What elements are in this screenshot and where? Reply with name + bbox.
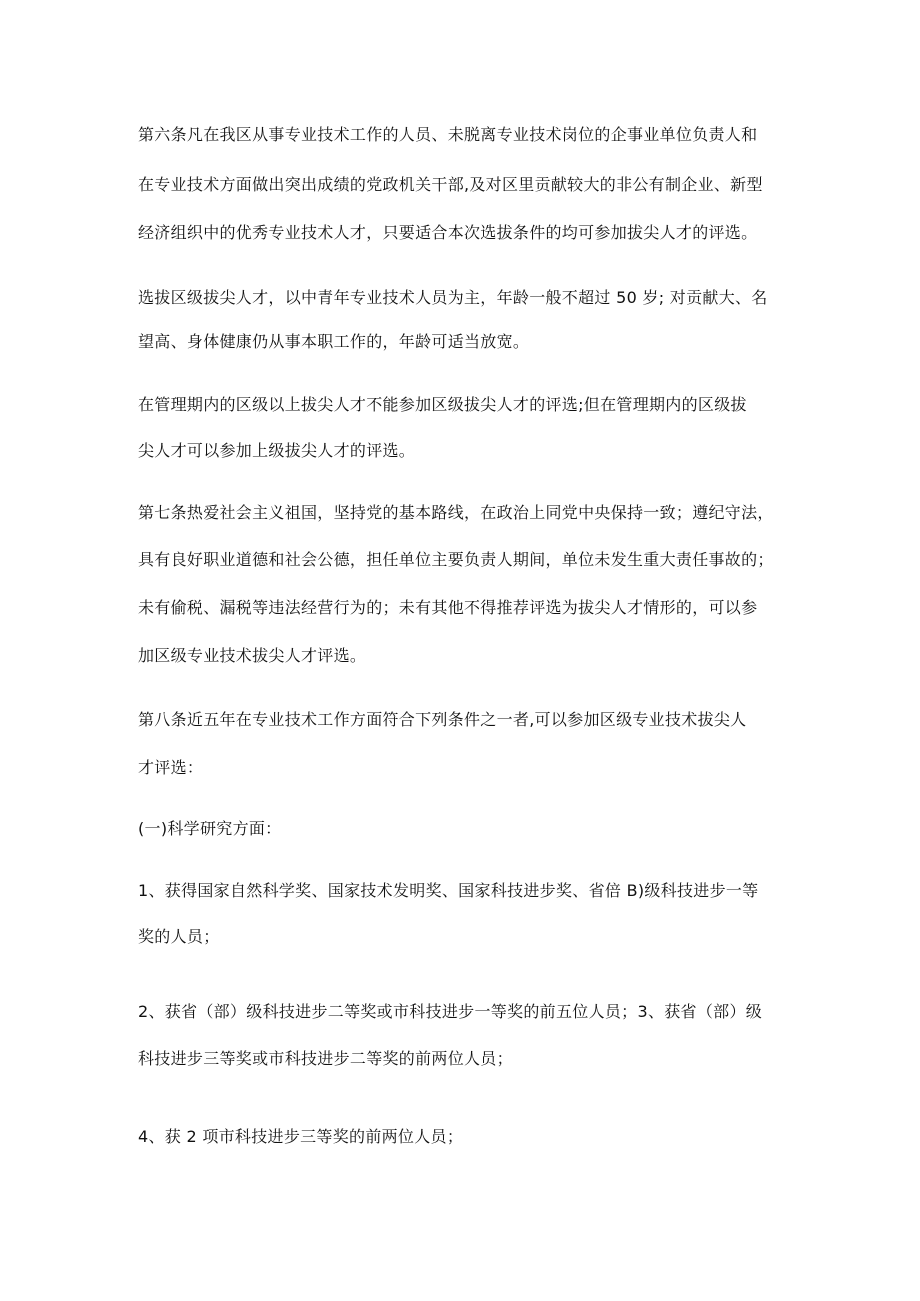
article6-line-3: 经济组织中的优秀专业技术人才，只要适合本次选拔条件的均可参加拔尖人才的评选。: [138, 223, 758, 242]
item1-line-1: 1、获得国家自然科学奖、国家技术发明奖、国家科技进步奖、省倍 B)级科技进步一等: [138, 881, 759, 900]
age-rule-line-2: 望高、身体健康仍从事本职工作的，年龄可适当放宽。: [138, 332, 530, 351]
item1-line-2: 奖的人员；: [138, 927, 220, 946]
item23-line-1: 2、获省（部）级科技进步二等奖或市科技进步一等奖的前五位人员；3、获省（部）级: [138, 1002, 763, 1021]
management-rule-line-2: 尖人才可以参加上级拔尖人才的评选。: [138, 441, 416, 460]
item4-line-1: 4、获 2 项市科技进步三等奖的前两位人员；: [138, 1127, 464, 1146]
article6-line-2: 在专业技术方面做出突出成绩的党政机关干部,及对区里贡献较大的非公有制企业、新型: [138, 175, 763, 194]
section1-heading: (一)科学研究方面：: [138, 819, 282, 838]
article7-line-3: 未有偷税、漏税等违法经营行为的；未有其他不得推荐评选为拔尖人才情形的，可以参: [138, 598, 758, 617]
article7-line-2: 具有良好职业道德和社会公德，担任单位主要负责人期间，单位未发生重大责任事故的；: [138, 550, 774, 569]
age-rule-line-1: 选拔区级拔尖人才，以中青年专业技术人员为主，年龄一般不超过 50 岁; 对贡献大、名: [138, 288, 768, 307]
article6-line-1: 第六条凡在我区从事专业技术工作的人员、未脱离专业技术岗位的企事业单位负责人和: [138, 125, 758, 144]
article8-line-1: 第八条近五年在专业技术工作方面符合下列条件之一者,可以参加区级专业技术拔尖人: [138, 710, 747, 729]
article7-line-4: 加区级专业技术拔尖人才评选。: [138, 646, 367, 665]
article7-line-1: 第七条热爱社会主义祖国，坚持党的基本路线，在政治上同党中央保持一致；遵纪守法，: [138, 503, 774, 522]
article8-line-2: 才评选：: [138, 758, 204, 777]
management-rule-line-1: 在管理期内的区级以上拔尖人才不能参加区级拔尖人才的评选;但在管理期内的区级拔: [138, 395, 747, 414]
item23-line-2: 科技进步三等奖或市科技进步二等奖的前两位人员；: [138, 1049, 513, 1068]
